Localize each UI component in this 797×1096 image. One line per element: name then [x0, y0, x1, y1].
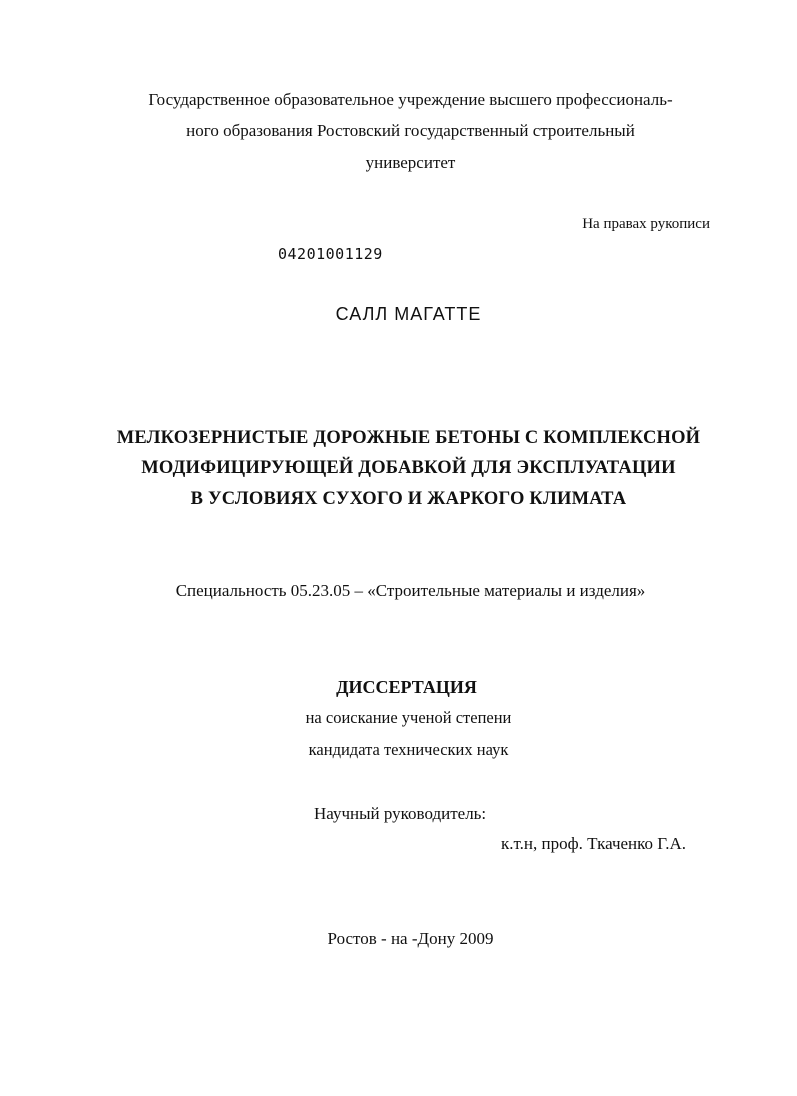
- dissertation-title-line-2: МОДИФИЦИРУЮЩЕЙ ДОБАВКОЙ ДЛЯ ЭКСПЛУАТАЦИИ: [141, 458, 676, 478]
- degree-line-1: на соискание ученой степени: [305, 708, 512, 727]
- dissertation-title-line-3: В УСЛОВИЯХ СУХОГО И ЖАРКОГО КЛИМАТА: [190, 489, 627, 509]
- institution-line-2: ного образования Ростовский государственный строительный: [186, 121, 635, 140]
- degree-line-2: кандидата технических наук: [308, 740, 509, 759]
- place-and-year: Ростов - на -Дону 2009: [327, 929, 494, 948]
- specialty-line: Специальность 05.23.05 – «Строительные материалы и изделия»: [175, 581, 646, 600]
- work-type-heading: ДИССЕРТАЦИЯ: [336, 677, 477, 697]
- author-name: САЛЛ МАГАТТЕ: [335, 304, 482, 324]
- supervisor-name: к.т.н, проф. Ткаченко Г.А.: [501, 834, 686, 853]
- manuscript-rights-note: На правах рукописи: [582, 216, 710, 232]
- institution-line-1: Государственное образовательное учреждение высшего профессиональ-: [148, 90, 673, 109]
- institution-line-3: университет: [365, 153, 456, 172]
- dissertation-title-line-1: МЕЛКОЗЕРНИСТЫЕ ДОРОЖНЫЕ БЕТОНЫ С КОМПЛЕКСНОЙ: [116, 428, 701, 448]
- registry-stamp-number: 04201001129: [278, 245, 383, 263]
- supervisor-label: Научный руководитель:: [314, 804, 487, 823]
